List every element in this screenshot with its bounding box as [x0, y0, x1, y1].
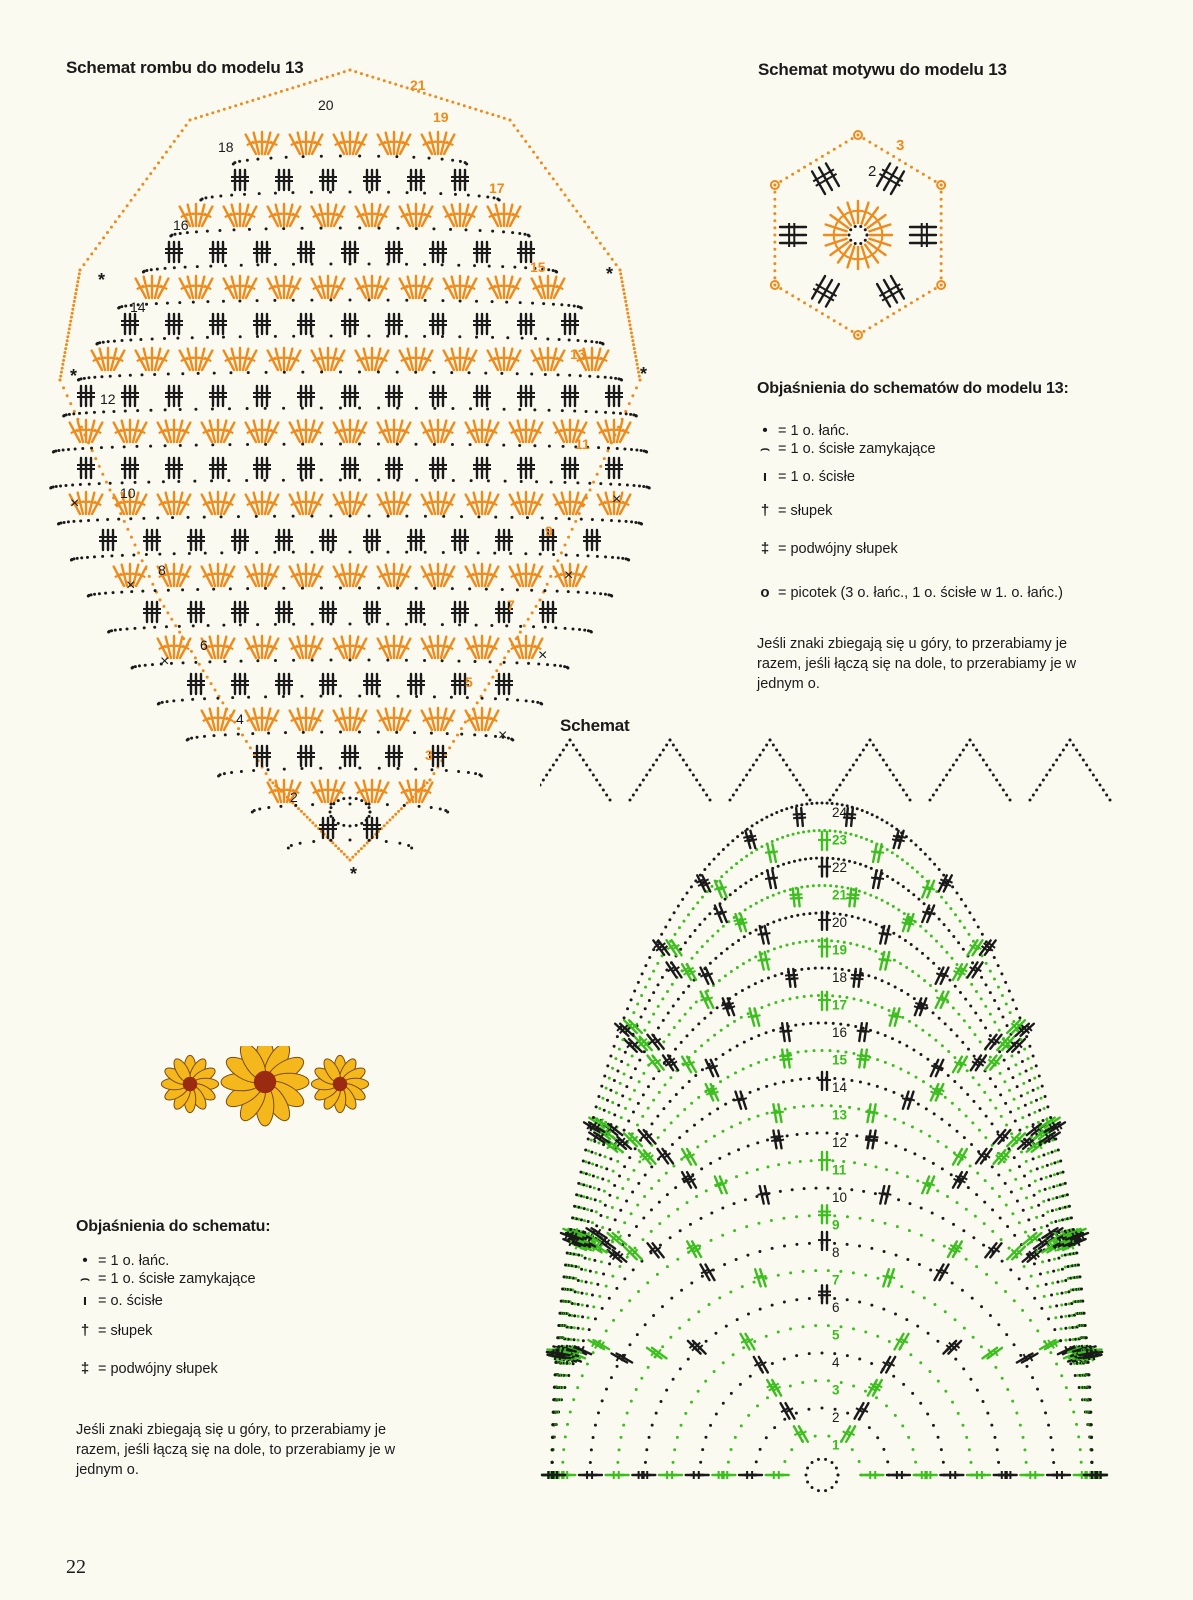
- rhombus-row-label: 14: [130, 299, 146, 315]
- legend-item-text: = słupek: [778, 502, 833, 519]
- legend-item: [72, 1322, 152, 1339]
- rhombus-row-label: 12: [100, 391, 116, 407]
- semicircle-row-label: 5: [832, 1327, 840, 1343]
- rhombus-row-label: 21: [410, 77, 426, 93]
- motif-row-label-2: 2: [868, 163, 877, 180]
- semicircle-row-labels: [832, 805, 848, 1453]
- semicircle-row-label: 12: [832, 1135, 848, 1150]
- flower-icon: [221, 1046, 309, 1126]
- rhombus-row-label: 11: [575, 436, 590, 452]
- legend-item-text: = 1 o. ścisłe zamykające: [98, 1270, 256, 1287]
- cross-marker: ×: [564, 567, 574, 584]
- rhombus-row-label: 15: [530, 259, 546, 275]
- legend-item: [72, 1252, 169, 1269]
- cross-marker: ×: [126, 577, 136, 594]
- legend-bottom-title: Objaśnienia do schematu:: [76, 1218, 271, 1235]
- star-marker: *: [640, 364, 648, 384]
- rhombus-row-label: 5: [465, 674, 473, 690]
- rhombus-row-label: 19: [433, 109, 449, 125]
- legend-item-text: = podwójny słupek: [778, 540, 898, 557]
- rhombus-row-label: 9: [545, 523, 553, 539]
- legend-bottom-note: Jeśli znaki zbiegają się u góry, to przerabiamy je razem, jeśli łączą się na dole, to przerabiamy je w jednym o.: [76, 1422, 396, 1478]
- legend-item-text: = 1 o. ścisłe zamykające: [778, 440, 936, 457]
- legend-item-text: = podwójny słupek: [98, 1360, 218, 1377]
- slip-stitch-icon: ⌢: [760, 440, 770, 457]
- semicircle-row-label: 10: [832, 1190, 848, 1205]
- semicircle-row-label: 4: [832, 1355, 840, 1370]
- chain-icon: •: [762, 422, 768, 439]
- legend-item-text: = słupek: [98, 1322, 153, 1339]
- legend-item: [752, 502, 832, 519]
- semicircle-stitches: [540, 739, 1112, 1493]
- semicircle-row-label: 16: [832, 1025, 848, 1040]
- semicircle-row-label: 23: [832, 832, 848, 848]
- page-number: 22: [66, 1556, 86, 1578]
- semicircle-row-label: 7: [832, 1272, 840, 1288]
- motif-chart-title: Schemat motywu do modelu 13: [758, 60, 1007, 79]
- legend-item-text: = 1 o. ścisłe: [778, 468, 855, 485]
- cross-marker: ×: [538, 647, 548, 664]
- semicircle-row-label: 11: [832, 1162, 847, 1178]
- star-marker: *: [350, 864, 358, 884]
- star-marker: *: [606, 264, 614, 284]
- slip-stitch-icon: ⌢: [80, 1270, 90, 1287]
- single-crochet-icon: ı: [762, 468, 768, 485]
- legend-item: [752, 422, 849, 439]
- legend-item-text: = o. ścisłe: [98, 1292, 163, 1309]
- rhombus-row-label: 3: [425, 747, 433, 763]
- legend-item: [72, 1292, 163, 1309]
- main-chart-title: Schemat: [560, 716, 630, 735]
- cross-marker: ×: [498, 727, 508, 744]
- semicircle-row-label: 1: [832, 1437, 840, 1453]
- rhombus-row-label: 6: [200, 637, 208, 653]
- semicircle-row-label: 9: [832, 1217, 840, 1233]
- legend-item: [72, 1270, 256, 1287]
- motif-diagram: [760, 110, 980, 350]
- semicircle-row-label: 14: [832, 1080, 848, 1095]
- rhombus-row-label: 4: [236, 711, 244, 727]
- rhombus-row-label: 2: [290, 789, 298, 805]
- legend-item: [752, 584, 1063, 601]
- picot-icon: o: [760, 584, 770, 601]
- chain-icon: •: [82, 1252, 88, 1269]
- rhombus-row-label: 16: [173, 217, 189, 233]
- cross-marker: ×: [70, 495, 80, 512]
- semicircle-row-label: 2: [832, 1410, 840, 1425]
- rhombus-row-label: 18: [218, 139, 234, 155]
- legend-top-title: Objaśnienia do schematów do modelu 13:: [757, 380, 1069, 397]
- semicircle-row-label: 22: [832, 860, 848, 875]
- semicircle-row-label: 15: [832, 1052, 848, 1068]
- flower-icon: [311, 1055, 368, 1112]
- semicircle-row-label: 17: [832, 997, 848, 1013]
- flower-icon: [161, 1055, 218, 1112]
- legend-top-note: Jeśli znaki zbiegają się u góry, to przerabiamy je razem, jeśli łączą się na dole, to przerabiamy je w jednym o.: [757, 636, 1077, 692]
- legend-item: [752, 440, 936, 457]
- star-marker: *: [70, 366, 78, 386]
- semicircle-row-label: 6: [832, 1300, 840, 1315]
- rhombus-chart-title: Schemat rombu do modelu 13: [66, 58, 304, 77]
- legend-item-text: = picotek (3 o. łańc., 1 o. ścisłe w 1. o. łańc.): [778, 584, 1063, 601]
- rhombus-row-label: 13: [570, 346, 586, 362]
- legend-item: [752, 468, 855, 485]
- legend-item: [72, 1360, 218, 1377]
- double-crochet-icon: †: [760, 502, 770, 519]
- rhombus-row-label: 10: [120, 485, 136, 501]
- semicircle-row-label: 19: [832, 942, 848, 958]
- rhombus-row-label: 20: [318, 97, 334, 113]
- motif-row-label-3: 3: [896, 137, 905, 154]
- rhombus-row-label: 17: [489, 180, 505, 196]
- flowers-decoration: [160, 1046, 380, 1136]
- semicircle-row-label: 8: [832, 1245, 840, 1260]
- semicircle-row-label: 18: [832, 970, 848, 985]
- rhombus-row-label: 8: [158, 562, 166, 578]
- motif-stitches: [771, 131, 945, 339]
- legend-item: [752, 540, 898, 557]
- double-crochet-icon: †: [80, 1322, 90, 1339]
- semicircle-row-label: 13: [832, 1107, 848, 1123]
- semicircle-row-label: 21: [832, 887, 848, 903]
- semicircle-row-label: 3: [832, 1382, 840, 1398]
- cross-marker: ×: [160, 653, 170, 670]
- cross-marker: ×: [612, 491, 622, 508]
- legend-item-text: = 1 o. łańc.: [98, 1252, 170, 1269]
- legend-item-text: = 1 o. łańc.: [778, 422, 850, 439]
- semicircle-diagram: [540, 720, 1120, 1520]
- star-marker: *: [98, 270, 106, 290]
- semicircle-row-label: 24: [832, 805, 848, 820]
- rhombus-row-label: 7: [507, 597, 515, 613]
- single-crochet-icon: ı: [82, 1292, 88, 1309]
- treble-crochet-icon: ‡: [760, 540, 770, 557]
- semicircle-row-label: 20: [832, 915, 848, 930]
- treble-crochet-icon: ‡: [80, 1360, 90, 1377]
